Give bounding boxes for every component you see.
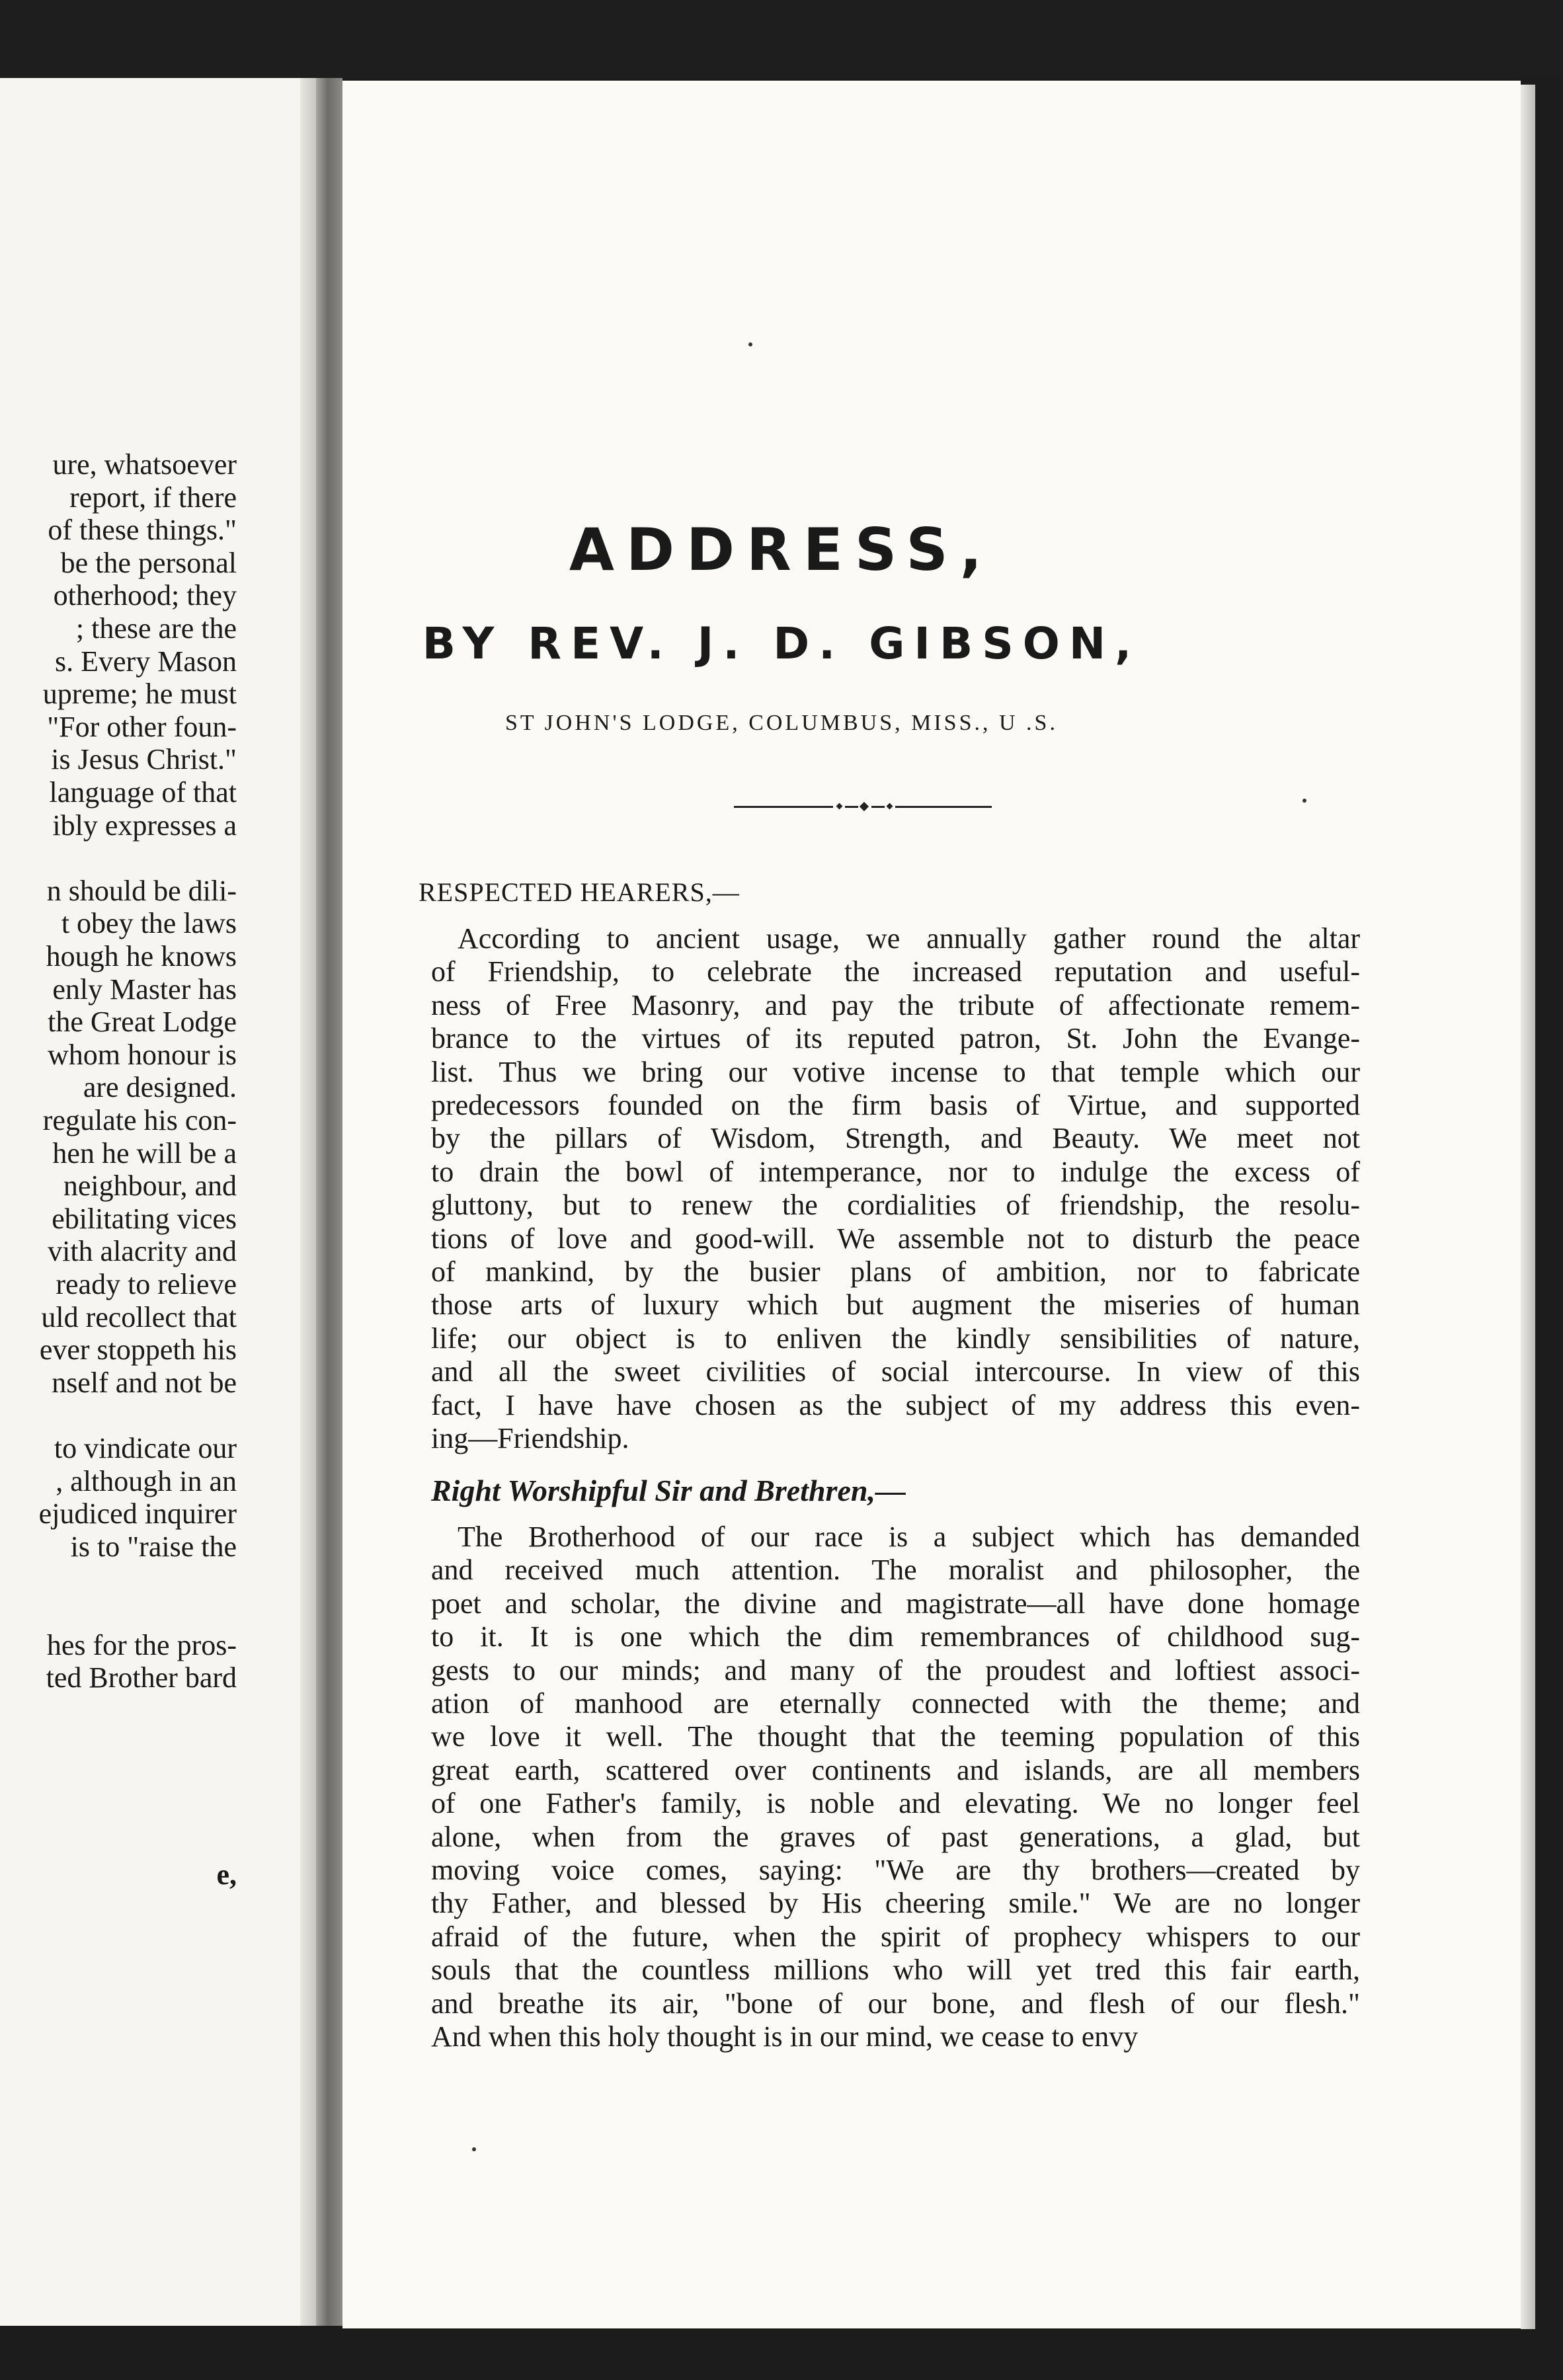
paragraph-line: According to ancient usage, we annually gather round the altar (458, 922, 1360, 955)
paragraph-line: fact, I have have chosen as the subject of my address this even- (431, 1388, 1360, 1421)
print-speck (1302, 799, 1306, 803)
scanner-background (0, 0, 1563, 78)
paragraph-line: ness of Free Masonry, and pay the tribute of affectionate remem- (431, 988, 1360, 1021)
address-title: ADDRESS, (569, 516, 994, 584)
previous-page-line: hen he will be a (52, 1136, 237, 1170)
previous-page-line: report, if there (69, 481, 237, 514)
paragraph-line: thy Father, and blessed by His cheering smile." We are no longer (431, 1887, 1360, 1920)
paragraph-line: to drain the bowl of intemperance, nor to indulge the excess of (431, 1155, 1360, 1188)
paragraph-line: great earth, scattered over continents and islands, are all members (431, 1753, 1360, 1786)
previous-page-line: ure, whatsoever (52, 448, 237, 481)
previous-page-line: nself and not be (52, 1366, 237, 1399)
author-byline: BY REV. J. D. GIBSON, (422, 618, 1141, 669)
previous-page-line: regulate his con- (42, 1104, 237, 1136)
previous-page-line: e, (216, 1858, 237, 1891)
previous-page-line: ever stoppeth his (39, 1333, 237, 1367)
previous-page-line: ; these are the (75, 612, 237, 645)
paragraph-line: and received much attention. The moralist and philosopher, the (431, 1554, 1360, 1587)
previous-page-line: neighbour, and (63, 1170, 237, 1203)
previous-page-line: whom honour is (48, 1038, 237, 1071)
paragraph-line: brance to the virtues of its reputed patron, St. John the Evange- (431, 1022, 1360, 1055)
salutation: RESPECTED HEARERS,— (419, 877, 740, 907)
previous-page-line: otherhood; they (53, 579, 237, 612)
paragraph-line: by the pillars of Wisdom, Strength, and Beauty. We meet not (431, 1122, 1360, 1155)
paragraph-line: of mankind, by the busier plans of ambition, nor to fabricate (431, 1255, 1360, 1288)
paragraph-line: tions of love and good-will. We assemble not to disturb the peace (431, 1222, 1360, 1255)
previous-page-line: are designed. (83, 1071, 237, 1104)
previous-page-line: t obey the laws (61, 907, 237, 940)
paragraph-line: those arts of luxury which but augment the miseries of human (431, 1289, 1360, 1322)
previous-page-line: upreme; he must (42, 678, 237, 711)
previous-page-line: be the personal (60, 546, 237, 579)
paragraph-line: souls that the countless millions who will yet tred this fair earth, (431, 1954, 1360, 1987)
print-speck (748, 342, 752, 346)
previous-page-line: ibly expresses a (52, 809, 237, 842)
paragraph-line: and breathe its air, "bone of our bone, and flesh of our flesh." (431, 1987, 1360, 2020)
previous-page-line: language of that (49, 776, 237, 809)
previous-page-line: hough he knows (46, 940, 237, 972)
page-curl-shadow (300, 78, 316, 2326)
previous-page-line: is to "raise the (70, 1530, 237, 1563)
previous-page-line: n should be dili- (46, 874, 237, 907)
paragraph-line: And when this holy thought is in our mind, we cease to envy (431, 2020, 1139, 2053)
paragraph-line: ing—Friendship. (431, 1422, 629, 1454)
paragraph-line: ation of manhood are eternally connected with the theme; and (431, 1687, 1360, 1720)
previous-page-line: ebilitating vices (52, 1202, 237, 1235)
print-speck (472, 2147, 476, 2151)
paragraph-line: to it. It is one which the dim remembrances of childhood sug- (431, 1620, 1360, 1653)
previous-page-line: the Great Lodge (48, 1006, 237, 1039)
paragraph-line: of Friendship, to celebrate the increased reputation and useful- (431, 955, 1360, 988)
paragraph-line: moving voice comes, saying: "We are thy brothers—created by (431, 1854, 1360, 1886)
paragraph-line: we love it well. The thought that the teeming population of this (431, 1720, 1360, 1753)
paragraph-line: gluttony, but to renew the cordialities of friendship, the resolu- (431, 1189, 1360, 1222)
paragraph-line: poet and scholar, the divine and magistrate—all have done homage (431, 1587, 1360, 1620)
previous-page-line: vith alacrity and (48, 1235, 237, 1268)
previous-page-line: uld recollect that (41, 1300, 237, 1333)
previous-page-line: to vindicate our (54, 1432, 237, 1464)
previous-page-line: hes for the pros- (46, 1628, 237, 1661)
paragraph-line: predecessors founded on the firm basis of Virtue, and supported (431, 1089, 1360, 1121)
paragraph-line: gests to our minds; and many of the proudest and loftiest associ- (431, 1653, 1360, 1686)
lodge-line: ST JOHN'S LODGE, COLUMBUS, MISS., U .S. (505, 711, 1058, 735)
previous-page-line: ted Brother bard (46, 1661, 237, 1694)
previous-page-line: of these things." (48, 514, 237, 547)
page-edge (1521, 85, 1535, 2329)
previous-page-line: , although in an (56, 1464, 237, 1497)
previous-page (0, 78, 316, 2326)
paragraph-line: life; our object is to enliven the kindly sensibilities of nature, (431, 1322, 1360, 1355)
previous-page-line: s. Every Mason (55, 645, 237, 678)
paragraph-line: of one Father's family, is noble and elevating. We no longer feel (431, 1787, 1360, 1820)
previous-page-line: "For other foun- (47, 710, 237, 743)
paragraph-line: afraid of the future, when the spirit of prophecy whispers to our (431, 1920, 1360, 1953)
address-heading: Right Worshipful Sir and Brethren,— (431, 1474, 906, 1507)
previous-page-line: ready to relieve (56, 1268, 237, 1300)
previous-page-line: is Jesus Christ." (51, 743, 237, 776)
paragraph-line: The Brotherhood of our race is a subject which has demanded (458, 1521, 1360, 1553)
paragraph-line: list. Thus we bring our votive incense to that temple which our (431, 1055, 1360, 1088)
previous-page-line: ejudiced inquirer (38, 1497, 237, 1530)
ornamental-rule (734, 801, 992, 812)
paragraph-line: alone, when from the graves of past generations, a glad, but (431, 1820, 1360, 1853)
book-gutter (316, 78, 342, 2326)
previous-page-line: enly Master has (52, 972, 237, 1006)
paragraph-line: and all the sweet civilities of social intercourse. In view of this (431, 1355, 1360, 1388)
